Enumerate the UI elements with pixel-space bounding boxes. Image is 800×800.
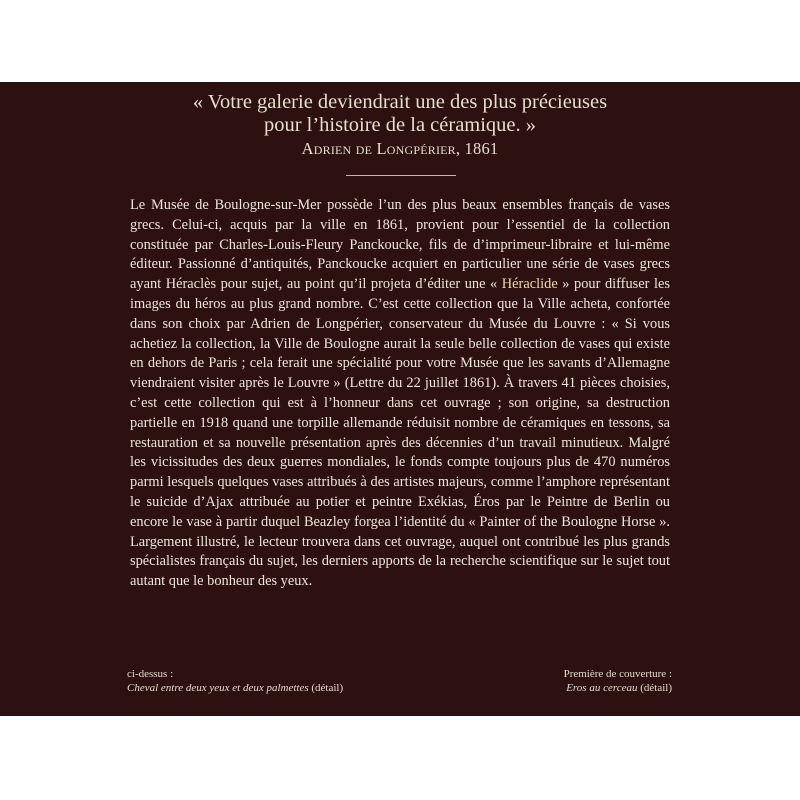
caption-left <box>127 667 343 695</box>
quote-line-1: « Votre galerie deviendrait une des plus précieuses <box>192 91 608 113</box>
epigraph-quote <box>0 91 800 161</box>
caption-right <box>564 667 672 695</box>
back-cover-panel <box>0 82 800 716</box>
body-text-part-2: » pour diffuser les images du héros au plus grand nombre. C’est cette collection que la Ville acheta, confortée dans son choix par Adrien de Longpérier, conservateur du Musée du Louvre : « Si vous achetiez la collection, la Ville de Boulogne aurait la seule belle collection de vases qui existe en dehors de Paris ; cela ferait une spécialité pour votre Musée que les savants d’Allemagne viendraient visiter après le Louvre » (Lettre du 22 juillet 1861). À travers 41 pièces choisies, c’est cette collection qui est à l’honneur dans cet ouvrage ; son origine, sa destruction partielle en 1918 quand une torpille allemande réduisit nombre de céramiques en tessons, sa restauration et sa nouvelle présentation après des décennies d’un travail minutieux. Malgré les vicissitudes des deux guerres mondiales, le fonds compte toujours plus de 470 numéros parmi lesquels quelques vases attribués à des artistes majeurs, comme l’amphore représentant le suicide d’Ajax attribuée au potier et peintre Exékias, Éros par le Peintre de Berlin ou encore le vase à partir duquel Beazley forgea l’identité du « Painter of the Boulogne Horse ». Largement illustré, le lecteur trouvera dans cet ouvrage, auquel ont contribué les plus grands spécialistes français du sujet, les derniers apports de la recherche scientifique sur le sujet tout autant que le bonheur des yeux. <box>130 276 670 590</box>
caption-right-detail: (détail) <box>637 682 672 694</box>
quote-line-2: pour l’histoire de la céramique. » <box>263 114 537 136</box>
divider-rule <box>346 175 456 176</box>
body-text-part-1: Le Musée de Boulogne-sur-Mer possède l’un des plus beaux ensembles français de vases grecs. Celui-ci, acquis par la ville en 1861, provient pour l’essentiel de la collection constituée par Charles-Louis-Fleury Panckoucke, fils de d’imprimeur-libraire et lui-même éditeur. Passionné d’antiquités, Panckoucke acquiert en particulier une série de vases grecs ayant Héraclès pour sujet, au point qu’il projeta d’éditer une « <box>130 197 670 293</box>
quote-year: 1861 <box>464 139 499 158</box>
body-paragraph <box>130 196 670 592</box>
quote-author-name: Adrien de Longpérier, <box>301 139 461 158</box>
caption-right-text <box>564 681 672 695</box>
heraclide-title: Héraclide <box>501 276 558 293</box>
caption-right-label: Première de couverture : <box>563 668 672 680</box>
caption-left-detail: (détail) <box>308 682 344 694</box>
caption-left-text <box>127 681 343 695</box>
quote-author <box>0 137 800 161</box>
caption-left-label: ci-dessus : <box>127 668 174 680</box>
caption-right-title: Eros au cerceau <box>566 682 638 694</box>
caption-left-title: Cheval entre deux yeux et deux palmettes <box>127 682 309 694</box>
